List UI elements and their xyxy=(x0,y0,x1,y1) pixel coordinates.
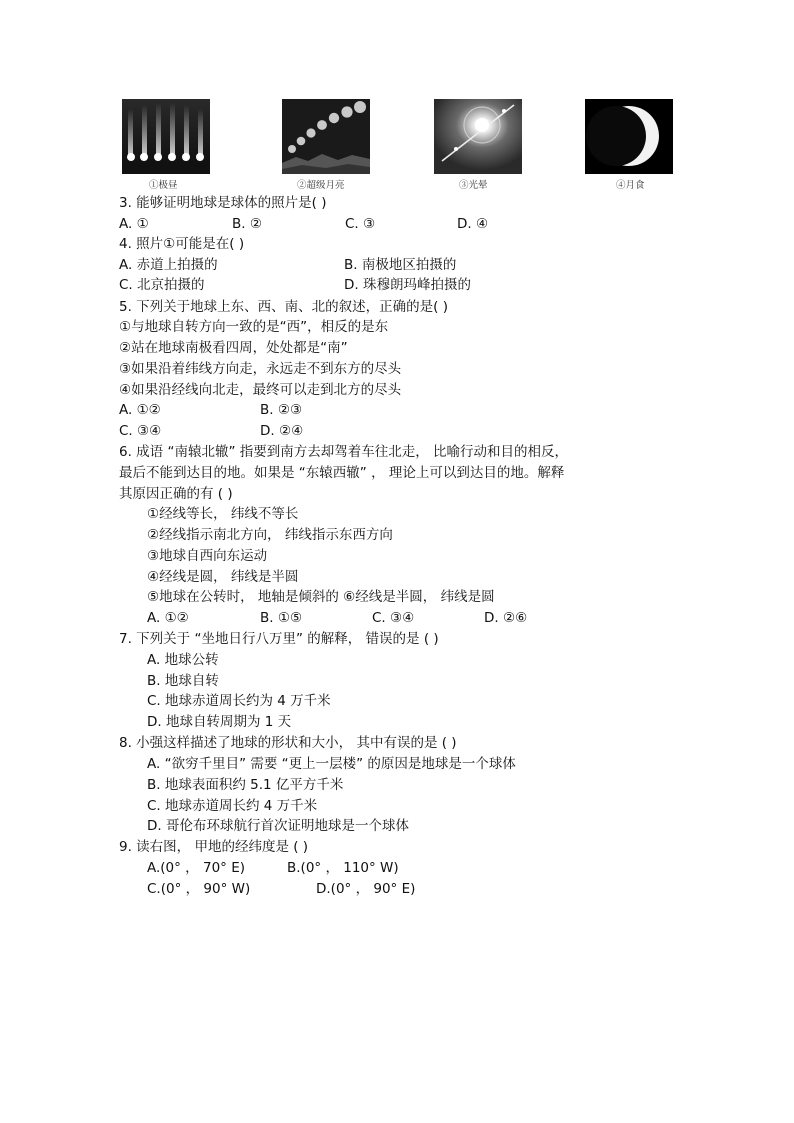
q9-option-d: D.(0° ， 90° E) xyxy=(316,881,416,897)
q5-stem: 5. 下列关于地球上东、西、南、北的叙述，正确的是( ) xyxy=(119,299,448,315)
q5-option-b: B. ②③ xyxy=(260,402,303,418)
q7-option-c: C. 地球赤道周长约为 4 万千米 xyxy=(147,693,331,709)
q3-stem: 3. 能够证明地球是球体的照片是( ) xyxy=(119,195,327,211)
q6-statement-3: ③地球自西向东运动 xyxy=(147,548,268,564)
q5-option-d: D. ②④ xyxy=(260,423,304,439)
q8-option-c: C. 地球赤道周长约 4 万千米 xyxy=(147,798,318,814)
q8-stem: 8. 小强这样描述了地球的形状和大小， 其中有误的是 ( ) xyxy=(119,735,457,751)
moon-sequence-photo xyxy=(282,99,370,174)
q5-option-a: A. ①② xyxy=(119,402,161,418)
q6-statement-5: ⑤地球在公转时， 地轴是倾斜的 ⑥经线是半圆， 纬线是圆 xyxy=(147,589,495,605)
q7-option-b: B. 地球自转 xyxy=(147,673,219,689)
q8-option-b: B. 地球表面积约 5.1 亿平方千米 xyxy=(147,777,344,793)
q9-stem: 9. 读右图， 甲地的经纬度是 ( ) xyxy=(119,839,309,855)
photo-caption-1: ①极昼 xyxy=(149,180,178,191)
q4-option-b: B. 南极地区拍摄的 xyxy=(344,257,457,273)
q6-stem-line-1: 6. 成语 “南辕北辙” 指要到南方去却驾着车往北走， 比喻行动和目的相反， xyxy=(119,444,569,460)
q6-stem-line-2: 最后不能到达目的地。如果是 “东辕西辙” ， 理论上可以到达目的地。解释 xyxy=(119,465,565,481)
q6-option-b: B. ①⑤ xyxy=(260,610,303,626)
q4-stem: 4. 照片①可能是在( ) xyxy=(119,236,245,252)
q5-option-c: C. ③④ xyxy=(119,423,162,439)
q4-option-c: C. 北京拍摄的 xyxy=(119,277,205,293)
q9-option-b: B.(0° ， 110° W) xyxy=(287,860,399,876)
q4-option-d: D. 珠穆朗玛峰拍摄的 xyxy=(344,277,471,293)
q9-option-c: C.(0° ， 90° W) xyxy=(147,881,251,897)
sun-halo-photo xyxy=(434,99,522,174)
photo-caption-4: ④月食 xyxy=(616,180,645,191)
q5-statement-2: ②站在地球南极看四周，处处都是“南” xyxy=(119,340,348,356)
q5-statement-3: ③如果沿着纬线方向走，永远走不到东方的尽头 xyxy=(119,361,402,377)
lunar-eclipse-photo xyxy=(585,99,673,174)
q6-option-c: C. ③④ xyxy=(372,610,415,626)
q3-option-b: B. ② xyxy=(232,216,262,232)
q3-option-a: A. ① xyxy=(119,216,149,232)
q7-option-a: A. 地球公转 xyxy=(147,652,219,668)
q8-option-a: A. “欲穷千里目” 需要 “更上一层楼” 的原因是地球是一个球体 xyxy=(147,756,516,772)
q6-option-a: A. ①② xyxy=(147,610,189,626)
q6-option-d: D. ②⑥ xyxy=(484,610,528,626)
aurora-photo xyxy=(122,99,210,174)
photo-caption-2: ②超级月亮 xyxy=(297,180,345,191)
q3-option-c: C. ③ xyxy=(345,216,376,232)
q8-option-d: D. 哥伦布环球航行首次证明地球是一个球体 xyxy=(147,818,409,834)
q6-statement-4: ④经线是圆， 纬线是半圆 xyxy=(147,569,299,585)
photo-caption-3: ③光晕 xyxy=(459,180,488,191)
q7-option-d: D. 地球自转周期为 1 天 xyxy=(147,714,292,730)
q7-stem: 7. 下列关于 “坐地日行八万里” 的解释， 错误的是 ( ) xyxy=(119,631,439,647)
q6-statement-2: ②经线指示南北方向， 纬线指示东西方向 xyxy=(147,527,393,543)
q6-stem-line-3: 其原因正确的有 ( ) xyxy=(119,486,233,502)
q3-option-d: D. ④ xyxy=(457,216,489,232)
q5-statement-1: ①与地球自转方向一致的是“西”，相反的是东 xyxy=(119,319,389,335)
q9-option-a: A.(0° ， 70° E) xyxy=(147,860,245,876)
q4-option-a: A. 赤道上拍摄的 xyxy=(119,257,218,273)
q6-statement-1: ①经线等长， 纬线不等长 xyxy=(147,506,299,522)
q5-statement-4: ④如果沿经线向北走，最终可以走到北方的尽头 xyxy=(119,382,402,398)
